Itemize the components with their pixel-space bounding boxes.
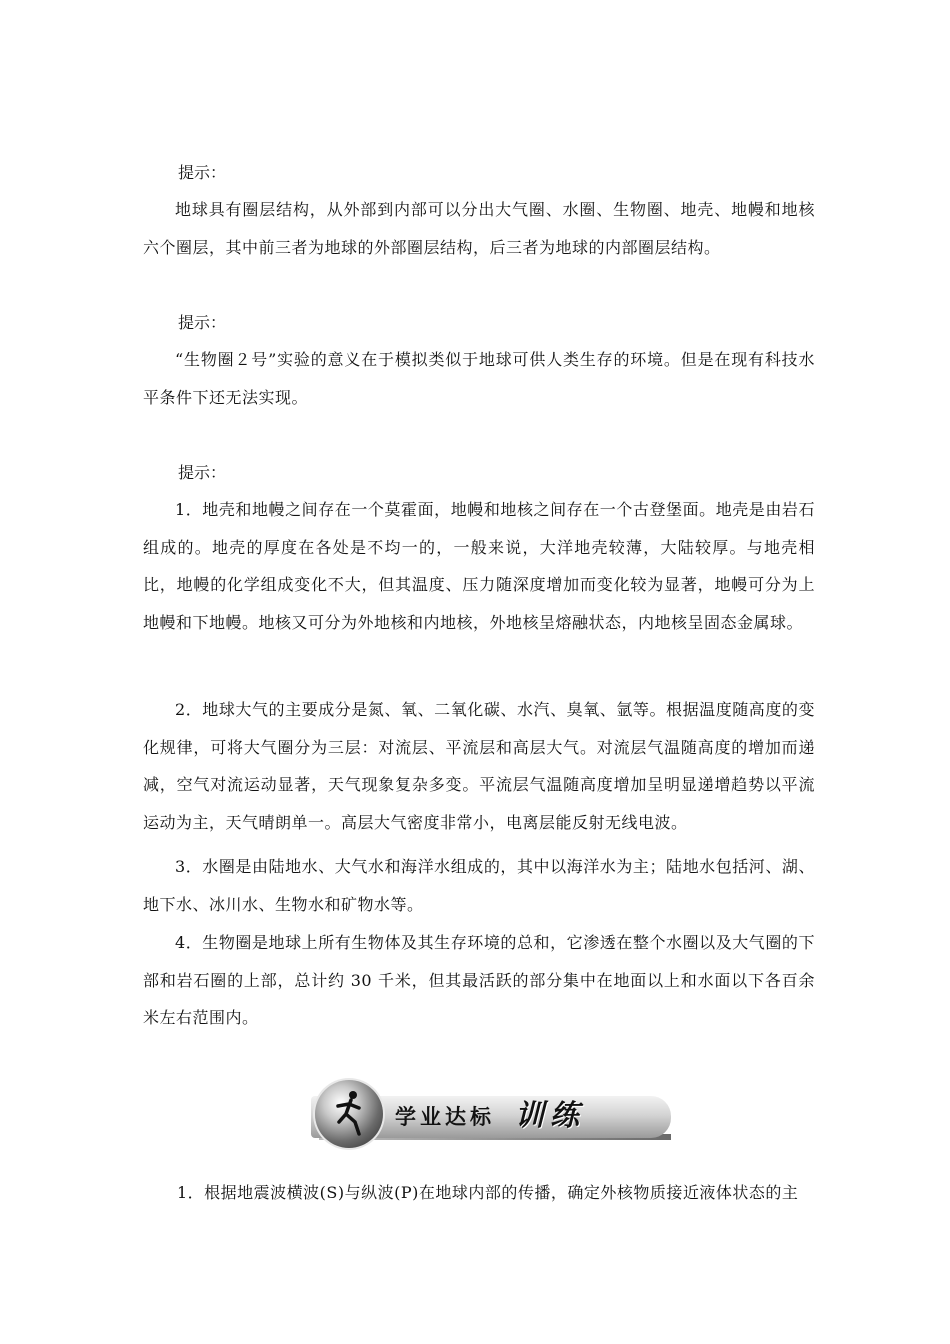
section-banner (271, 1074, 679, 1150)
runner-icon (329, 1086, 369, 1142)
answer-paragraph-1: 地球具有圈层结构，从外部到内部可以分出大气圈、水圈、生物圈、地壳、地幔和地核六个圈层，其中前三者为地球的外部圈层结构，后三者为地球的内部圈层结构。 (143, 200, 815, 257)
hint-label-2: 提示： (178, 313, 227, 332)
answer-item-3: 3．水圈是由陆地水、大气水和海洋水组成的，其中以海洋水为主；陆地水包括河、湖、地下水、冰川水、生物水和矿物水等。 (143, 857, 815, 914)
answer-item-1: 1．地壳和地幔之间存在一个莫霍面，地幔和地核之间存在一个古登堡面。地壳是由岩石组成的。地壳的厚度在各处是不均一的，一般来说，大洋地壳较薄，大陆较厚。与地壳相比，地幔的化学组成变化不大，但其温度、压力随深度增加而变化较为显著，地幔可分为上地幔和下地幔。地核又可分为外地核和内地核，外地核呈熔融状态，内地核呈固态金属球。 (143, 500, 815, 632)
banner-title-main: 学业达标 (395, 1104, 495, 1129)
hint-label-3: 提示： (178, 463, 227, 482)
answer-paragraph-2: “生物圈２号”实验的意义在于模拟类似于地球可供人类生存的环境。但是在现有科技水平条件下还无法实现。 (143, 350, 815, 407)
answer-item-2: 2．地球大气的主要成分是氮、氧、二氧化碳、水汽、臭氧、氩等。根据温度随高度的变化规律，可将大气圈分为三层：对流层、平流层和高层大气。对流层气温随高度的增加而递减，空气对流运动显著，天气现象复杂多变。平流层气温随高度增加呈明显递增趋势以平流运动为主，天气晴朗单一。高层大气密度非常小，电离层能反射无线电波。 (143, 700, 815, 832)
hint-label-1: 提示： (178, 163, 227, 182)
exercise-question-1: 1．根据地震波横波(S)与纵波(P)在地球内部的传播，确定外核物质接近液体状态的主 (177, 1183, 799, 1202)
answer-item-4: 4．生物圈是地球上所有生物体及其生存环境的总和，它渗透在整个水圈以及大气圈的下部和岩石圈的上部，总计约 30 千米，但其最活跃的部分集中在地面以上和水面以下各百余米左右范围内。 (143, 933, 815, 1027)
banner-title-emphasis: 训练 (515, 1098, 586, 1132)
